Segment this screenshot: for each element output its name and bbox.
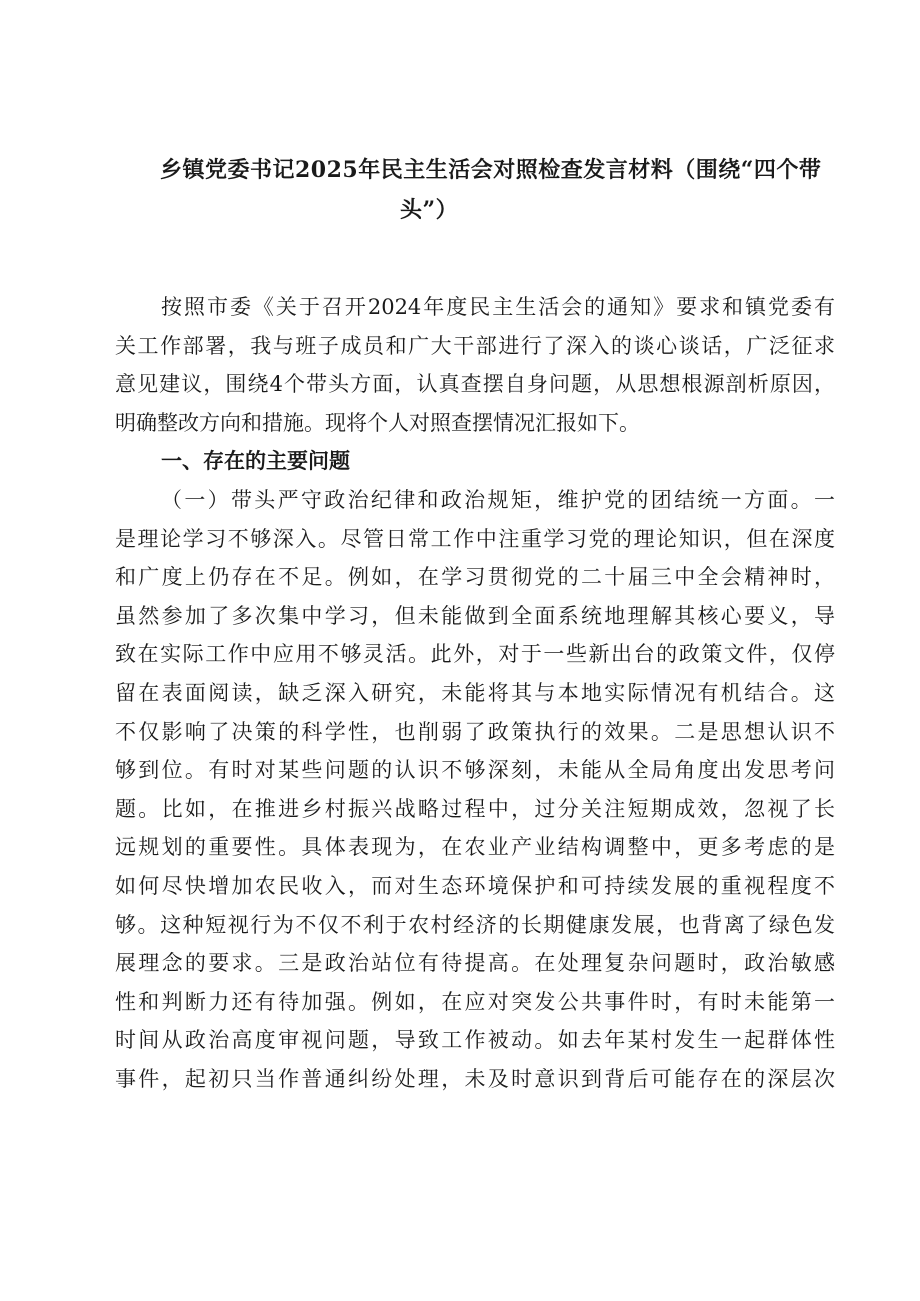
paragraph-line: 关工作部署，我与班子成员和广大干部进行了深入的谈心谈话，广泛征求 xyxy=(115,333,835,358)
section-heading: 一、存在的主要问题 xyxy=(161,448,350,474)
paragraph-line: 够。这种短视行为不仅不利于农村经济的长期健康发展，也背离了绿色发 xyxy=(115,912,835,937)
paragraph-line: 留在表面阅读，缺乏深入研究，未能将其与本地实际情况有机结合。这 xyxy=(115,680,835,705)
paragraph-line: 题。比如，在推进乡村振兴战略过程中，过分关注短期成效，忽视了长 xyxy=(115,796,835,821)
title-line-1: 乡镇党委书记2025年民主生活会对照检查发言材料（围绕“四个带 xyxy=(160,157,822,183)
paragraph-line: 按照市委《关于召开2024年度民主生活会的通知》要求和镇党委有 xyxy=(161,295,835,319)
paragraph-line: （一）带头严守政治纪律和政治规矩，维护党的团结统一方面。一 xyxy=(161,487,835,512)
paragraph-line: 事件，起初只当作普通纠纷处理，未及时意识到背后可能存在的深层次 xyxy=(115,1066,835,1091)
paragraph-line: 展理念的要求。三是政治站位有待提高。在处理复杂问题时，政治敏感 xyxy=(115,951,835,976)
paragraph-line: 不仅影响了决策的科学性，也削弱了政策执行的效果。二是思想认识不 xyxy=(115,719,835,744)
paragraph-line: 时间从政治高度审视问题，导致工作被动。如去年某村发生一起群体性 xyxy=(115,1028,835,1053)
paragraph-line: 远规划的重要性。具体表现为，在农业产业结构调整中，更多考虑的是 xyxy=(115,835,835,860)
paragraph-line: 是理论学习不够深入。尽管日常工作中注重学习党的理论知识，但在深度 xyxy=(115,526,835,551)
paragraph-line: 意见建议，围绕4个带头方面，认真查摆自身问题，从思想根源剖析原因， xyxy=(115,372,835,397)
paragraph-line: 致在实际工作中应用不够灵活。此外，对于一些新出台的政策文件，仅停 xyxy=(115,642,835,667)
document-body xyxy=(115,288,835,1098)
title-line-2: 头”） xyxy=(400,197,459,223)
document-title xyxy=(160,150,860,230)
paragraph-line: 明确整改方向和措施。现将个人对照查摆情况汇报如下。 xyxy=(115,410,640,435)
paragraph-line: 和广度上仍存在不足。例如，在学习贯彻党的二十届三中全会精神时， xyxy=(115,565,835,590)
paragraph-line: 如何尽快增加农民收入，而对生态环境保护和可持续发展的重视程度不 xyxy=(115,873,835,898)
paragraph-line: 够到位。有时对某些问题的认识不够深刻，未能从全局角度出发思考问 xyxy=(115,758,835,783)
paragraph-line: 虽然参加了多次集中学习，但未能做到全面系统地理解其核心要义，导 xyxy=(115,603,835,628)
paragraph-line: 性和判断力还有待加强。例如，在应对突发公共事件时，有时未能第一 xyxy=(115,989,835,1014)
